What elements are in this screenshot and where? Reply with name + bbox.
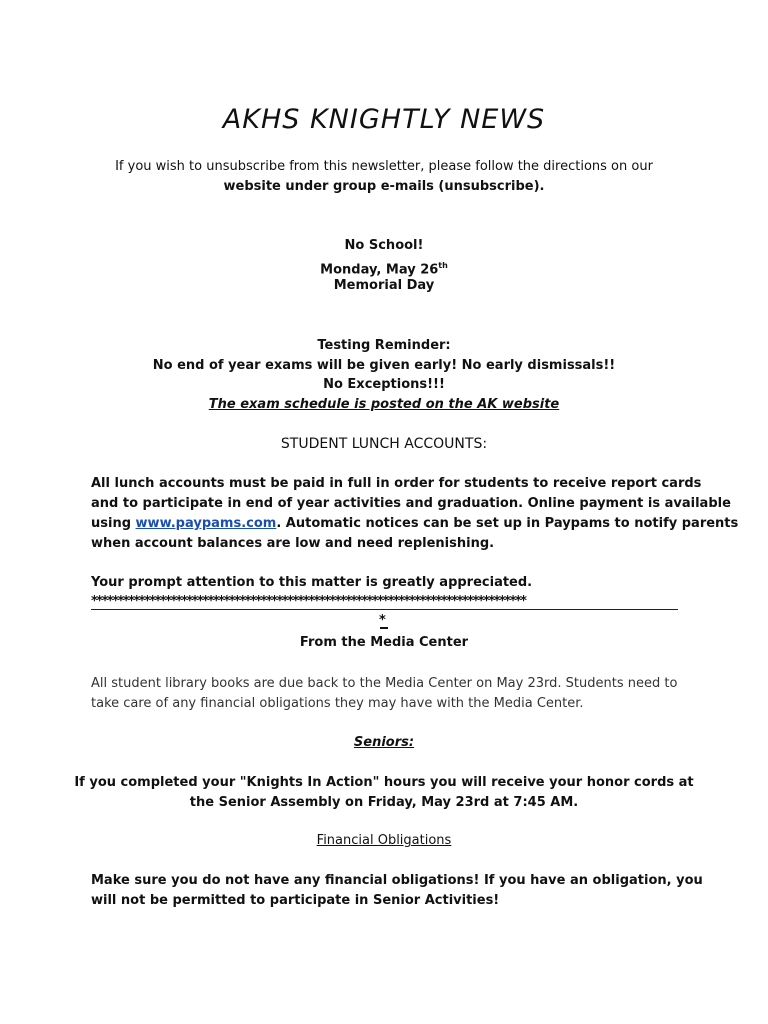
lunch-appreciation: Your prompt attention to this matter is greatly appreciated. [91, 575, 533, 590]
financial-heading: Financial Obligations [316, 833, 452, 848]
testing-line-1: No end of year exams will be given early! No early dismissals!! [152, 358, 616, 373]
unsubscribe-line-2: website under group e-mails (unsubscribe). [223, 179, 545, 194]
unsubscribe-line-1: If you wish to unsubscribe from this newsletter, please follow the directions on our [115, 159, 653, 174]
star-divider: ********************************************************************************** [91, 594, 526, 609]
lunch-line-4: when account balances are low and need replenishing. [91, 536, 495, 551]
media-line-2: take care of any financial obligations they may have with the Media Center. [91, 696, 584, 711]
lunch-heading: STUDENT LUNCH ACCOUNTS: [280, 436, 488, 452]
divider-rule [91, 609, 678, 610]
divider-dash [380, 627, 388, 629]
no-school-date-suffix: th [438, 261, 448, 270]
financial-line-2: will not be permitted to participate in Senior Activities! [91, 893, 500, 908]
paypams-link[interactable]: www.paypams.com [135, 516, 277, 531]
no-school-date-text: Monday, May 26 [320, 262, 439, 278]
lunch-line-3 [91, 514, 739, 534]
lunch-paragraph [91, 474, 739, 554]
lunch-line-1: All lunch accounts must be paid in full in order for students to receive report cards [91, 476, 702, 491]
testing-line-2: No Exceptions!!! [323, 377, 445, 392]
no-school-reason: Memorial Day [333, 278, 435, 293]
testing-heading: Testing Reminder: [317, 338, 451, 353]
newsletter-title: AKHS KNIGHTLY NEWS [222, 104, 546, 135]
lunch-line-3-suffix: . Automatic notices can be set up in Paypams to notify parents [276, 516, 739, 531]
star-divider-extra: * [379, 613, 386, 628]
lunch-line-3-prefix: using [91, 516, 136, 531]
media-line-1: All student library books are due back to the Media Center on May 23rd. Students need to [91, 676, 678, 691]
lunch-line-2: and to participate in end of year activities and graduation. Online payment is available [91, 496, 731, 511]
no-school-heading: No School! [344, 238, 424, 253]
financial-line-1: Make sure you do not have any financial obligations! If you have an obligation, you [91, 873, 703, 888]
seniors-heading: Seniors: [353, 735, 415, 750]
seniors-line-2: the Senior Assembly on Friday, May 23rd at 7:45 AM. [189, 795, 579, 810]
seniors-line-1: If you completed your "Knights In Action" hours you will receive your honor cords at [74, 775, 694, 790]
media-heading: From the Media Center [299, 635, 469, 650]
financial-paragraph [91, 871, 703, 911]
exam-schedule-note: The exam schedule is posted on the AK website [208, 397, 560, 412]
media-paragraph [91, 674, 691, 714]
